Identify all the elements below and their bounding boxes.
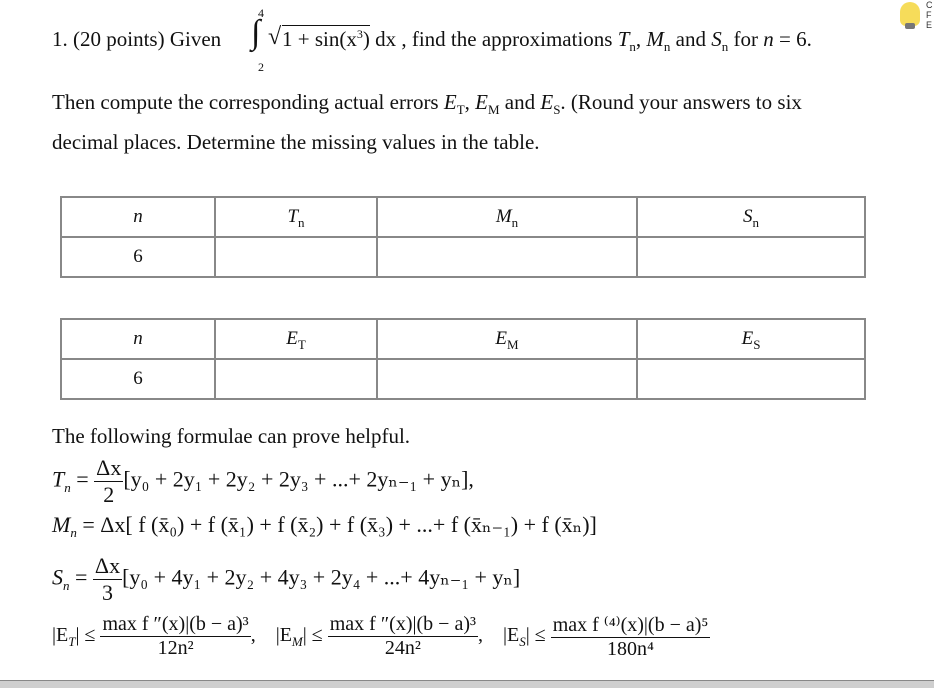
header-Mn: $M_n$ bbox=[377, 197, 637, 237]
cell-n: 6 bbox=[61, 237, 215, 277]
header-Tn: $T_n$ bbox=[215, 197, 377, 237]
header-ET: $E_T$ bbox=[215, 319, 377, 359]
cell-Sn-answer[interactable] bbox=[637, 237, 865, 277]
line2-EM-sub: M bbox=[487, 102, 500, 117]
line2-ET-sub: T bbox=[456, 102, 465, 117]
problem-line-1 bbox=[52, 27, 221, 52]
cell-EM-answer[interactable] bbox=[377, 359, 637, 399]
line2-text: Then compute the corresponding actual errors bbox=[52, 90, 439, 114]
corner-glyphs: C F E bbox=[926, 0, 933, 30]
table-header-row bbox=[61, 197, 865, 237]
problem-intro: 1. (20 points) Given bbox=[52, 27, 222, 51]
symbol-n: n bbox=[763, 27, 774, 51]
line2-ES-sub: S bbox=[553, 102, 561, 117]
midpoint-formula: $M_n = \Delta x$[ f (x̄₀) + f (x̄₁) + f (x̄₂) + f (x̄₃) + ...+ f (x̄ₙ₋₁) + f (x̄ₙ)] bbox=[52, 512, 597, 540]
header-Sn: $S_n$ bbox=[637, 197, 865, 237]
cell-n: 6 bbox=[61, 359, 215, 399]
formulae-heading: The following formulae can prove helpful. bbox=[52, 424, 411, 448]
integral-lower-limit: 2 bbox=[258, 60, 264, 74]
simp-den: 3 bbox=[93, 579, 122, 606]
symbol-M: M bbox=[646, 27, 664, 51]
header-n: n bbox=[61, 197, 215, 237]
simpson-formula: $S_n$ = $\frac{\Delta x}{3}$ [y₀ + 4y₁ + 2y₂ + 4y₃ + 2y₄ + ...+ 4yₙ₋₁ + yₙ] bbox=[52, 553, 521, 605]
trap-lhs: T bbox=[52, 466, 65, 492]
symbol-S-sub: n bbox=[721, 39, 729, 54]
mid-body: = Δx[ f (x̄₀) + f (x̄₁) + f (x̄₂) + f (x̄₃) + ...+ f (x̄ₙ₋₁) + f (x̄ₙ)] bbox=[82, 512, 597, 537]
task-for: for bbox=[733, 27, 758, 51]
mid-lhs: M bbox=[52, 512, 71, 537]
problem-line-2: Then compute the corresponding actual errors $E_T$, $E_M$ and $E_S$. (Round your answers to six bbox=[52, 90, 802, 117]
table-header-row bbox=[61, 319, 865, 359]
cell-Mn-answer[interactable] bbox=[377, 237, 637, 277]
error-bound-S: $|E_S|$ ≤ $\frac{\text{max f ⁽⁴⁾(x)|(b − a)⁵}}{\text{180n⁴}}$ bbox=[502, 614, 709, 660]
integral-sign: ∫ bbox=[251, 14, 261, 51]
integrand-text: 1 + sin(x bbox=[282, 27, 357, 51]
cell-ES-answer[interactable] bbox=[637, 359, 865, 399]
header-ES: $E_S$ bbox=[637, 319, 865, 359]
problem-line-3: decimal places. Determine the missing values in the table. bbox=[52, 130, 540, 154]
header-n: n bbox=[61, 319, 215, 359]
symbol-T: T bbox=[617, 27, 630, 51]
simp-num: Δx bbox=[94, 553, 121, 578]
trap-num: Δx bbox=[96, 455, 122, 480]
integrand-power: 3 bbox=[356, 27, 363, 41]
line2-and: and bbox=[504, 90, 536, 114]
approximations-table bbox=[60, 196, 866, 278]
simp-body: [y₀ + 4y₁ + 2y₂ + 4y₃ + 2y₄ + ...+ 4yₙ₋₁ + yₙ] bbox=[122, 564, 521, 590]
simp-lhs: S bbox=[52, 564, 63, 590]
line2-EM: E bbox=[475, 90, 488, 114]
task-and: and bbox=[675, 27, 706, 51]
integrand-dx: dx bbox=[369, 27, 397, 51]
cell-ET-answer[interactable] bbox=[215, 359, 377, 399]
task-eq: = 6. bbox=[779, 27, 812, 51]
table-row bbox=[61, 237, 865, 277]
errors-table bbox=[60, 318, 866, 400]
symbol-T-sub: n bbox=[629, 39, 636, 54]
integrand: √ $1 + \sin(x^3)$ dx , find the approximations $T_n$, $M_n$ and $S_n$ for n = 6. bbox=[268, 24, 812, 54]
lightbulb-base bbox=[905, 23, 915, 29]
line2-ET: E bbox=[443, 90, 457, 114]
error-bounds bbox=[52, 612, 710, 661]
line2-ES: E bbox=[540, 90, 554, 114]
error-bound-T: $|E_T|$ ≤ $\frac{\text{max f ″(x)|(b − a)³}}{\text{12n²}}$ , bbox=[52, 613, 261, 659]
symbol-M-sub: n bbox=[663, 39, 671, 54]
error-bound-M: $|E_M|$ ≤ $\frac{\text{max f ″(x)|(b − a)³}}{\text{24n²}}$ , bbox=[275, 613, 488, 659]
line2-tail: . (Round your answers to six bbox=[560, 90, 802, 114]
cell-Tn-answer[interactable] bbox=[215, 237, 377, 277]
header-EM: $E_M$ bbox=[377, 319, 637, 359]
trap-body: [y₀ + 2y₁ + 2y₂ + 2y₃ + ...+ 2yₙ₋₁ + yₙ], bbox=[123, 466, 474, 492]
trapezoid-formula: $T_n$ = $\frac{\Delta x}{2}$ [y₀ + 2y₁ + 2y₂ + 2y₃ + ...+ 2yₙ₋₁ + yₙ], bbox=[52, 455, 474, 507]
symbol-S: S bbox=[711, 27, 722, 51]
integral-upper-limit: 4 bbox=[258, 6, 264, 20]
table-row bbox=[61, 359, 865, 399]
trap-den: 2 bbox=[94, 481, 123, 508]
task-text: , find the approximations bbox=[401, 27, 613, 51]
